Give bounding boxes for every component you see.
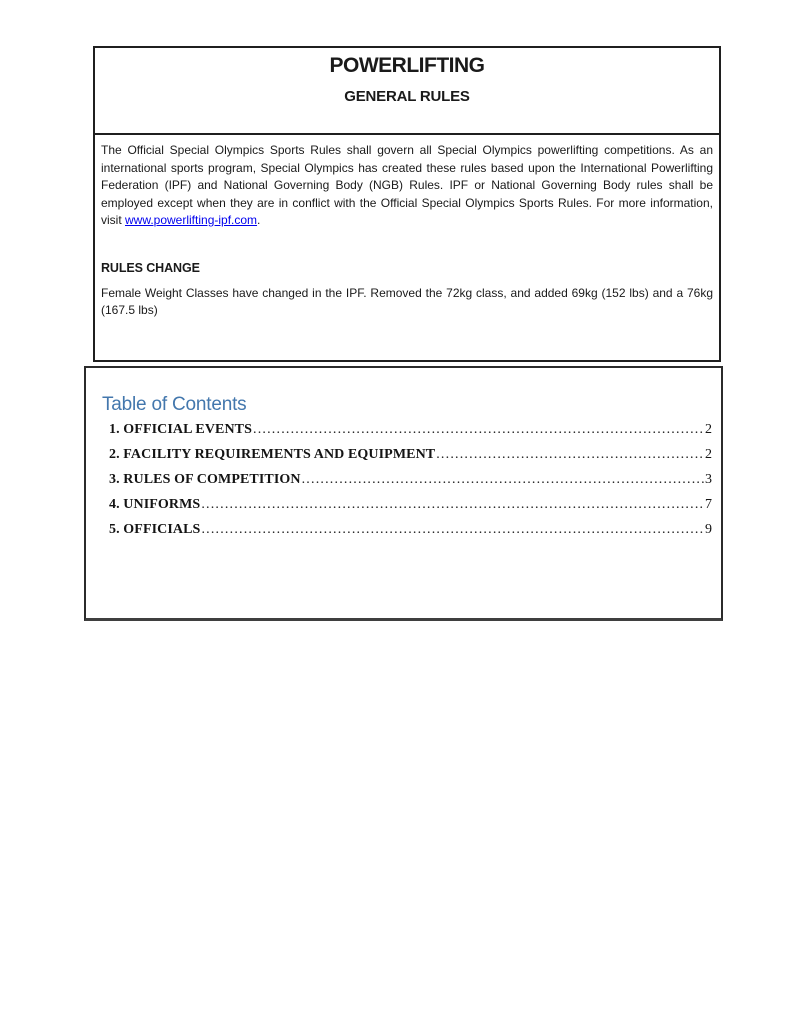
dot-leader [253,422,704,438]
dot-leader [201,522,704,538]
toc-entry-page-number: 2 [705,422,712,437]
toc-entry-label: 3. RULES OF COMPETITION [109,472,301,487]
toc-entry-official-events[interactable] [109,422,712,447]
intro-text-period: . [257,213,261,227]
toc-entry-officials[interactable] [109,522,712,547]
toc-entry-page-number: 9 [705,522,712,537]
toc-heading: Table of Contents [102,394,247,415]
toc-entry-label: 1. OFFICIAL EVENTS [109,422,252,437]
toc-entry-page-number: 2 [705,447,712,462]
intro-section [95,133,719,360]
intro-text: The Official Special Olympics Sports Rules shall govern all Special Olympics powerlifting competitions. As an international sports program, Special Olympics has created these rules based upon the International Powerlifting Federation (IPF) and National Governing Body (NGB) Rules. IPF or National Governing Body rules shall be employed except when they are in conflict with the Official Special Olympics Sports Rules. For more information, visit [101,143,713,227]
toc-entry-facility-requirements[interactable] [109,447,712,472]
toc-list [102,422,712,547]
rules-change-heading: RULES CHANGE [101,260,200,275]
powerlifting-ipf-link[interactable]: www.powerlifting-ipf.com [125,213,258,227]
dot-leader [201,497,704,513]
rules-change-text: Female Weight Classes have changed in the IPF. Removed the 72kg class, and added 69kg (152 lbs) and a 76kg (167.5 lbs) [101,285,713,317]
toc-entry-page-number: 3 [705,472,712,487]
dot-leader [436,447,704,463]
title-and-intro-table [93,46,721,362]
dot-leader [302,472,704,488]
table-of-contents-section [84,366,723,621]
title-section [95,48,719,133]
toc-entry-label: 5. OFFICIALS [109,522,201,537]
toc-entry-rules-of-competition[interactable] [109,472,712,497]
document-subtitle: GENERAL RULES [344,88,470,105]
toc-entry-uniforms[interactable] [109,497,712,522]
toc-entry-page-number: 7 [705,497,712,512]
document-title: POWERLIFTING [329,54,485,77]
intro-paragraph [101,142,713,230]
toc-entry-label: 2. FACILITY REQUIREMENTS AND EQUIPMENT [109,447,436,462]
toc-entry-label: 4. UNIFORMS [109,497,201,512]
